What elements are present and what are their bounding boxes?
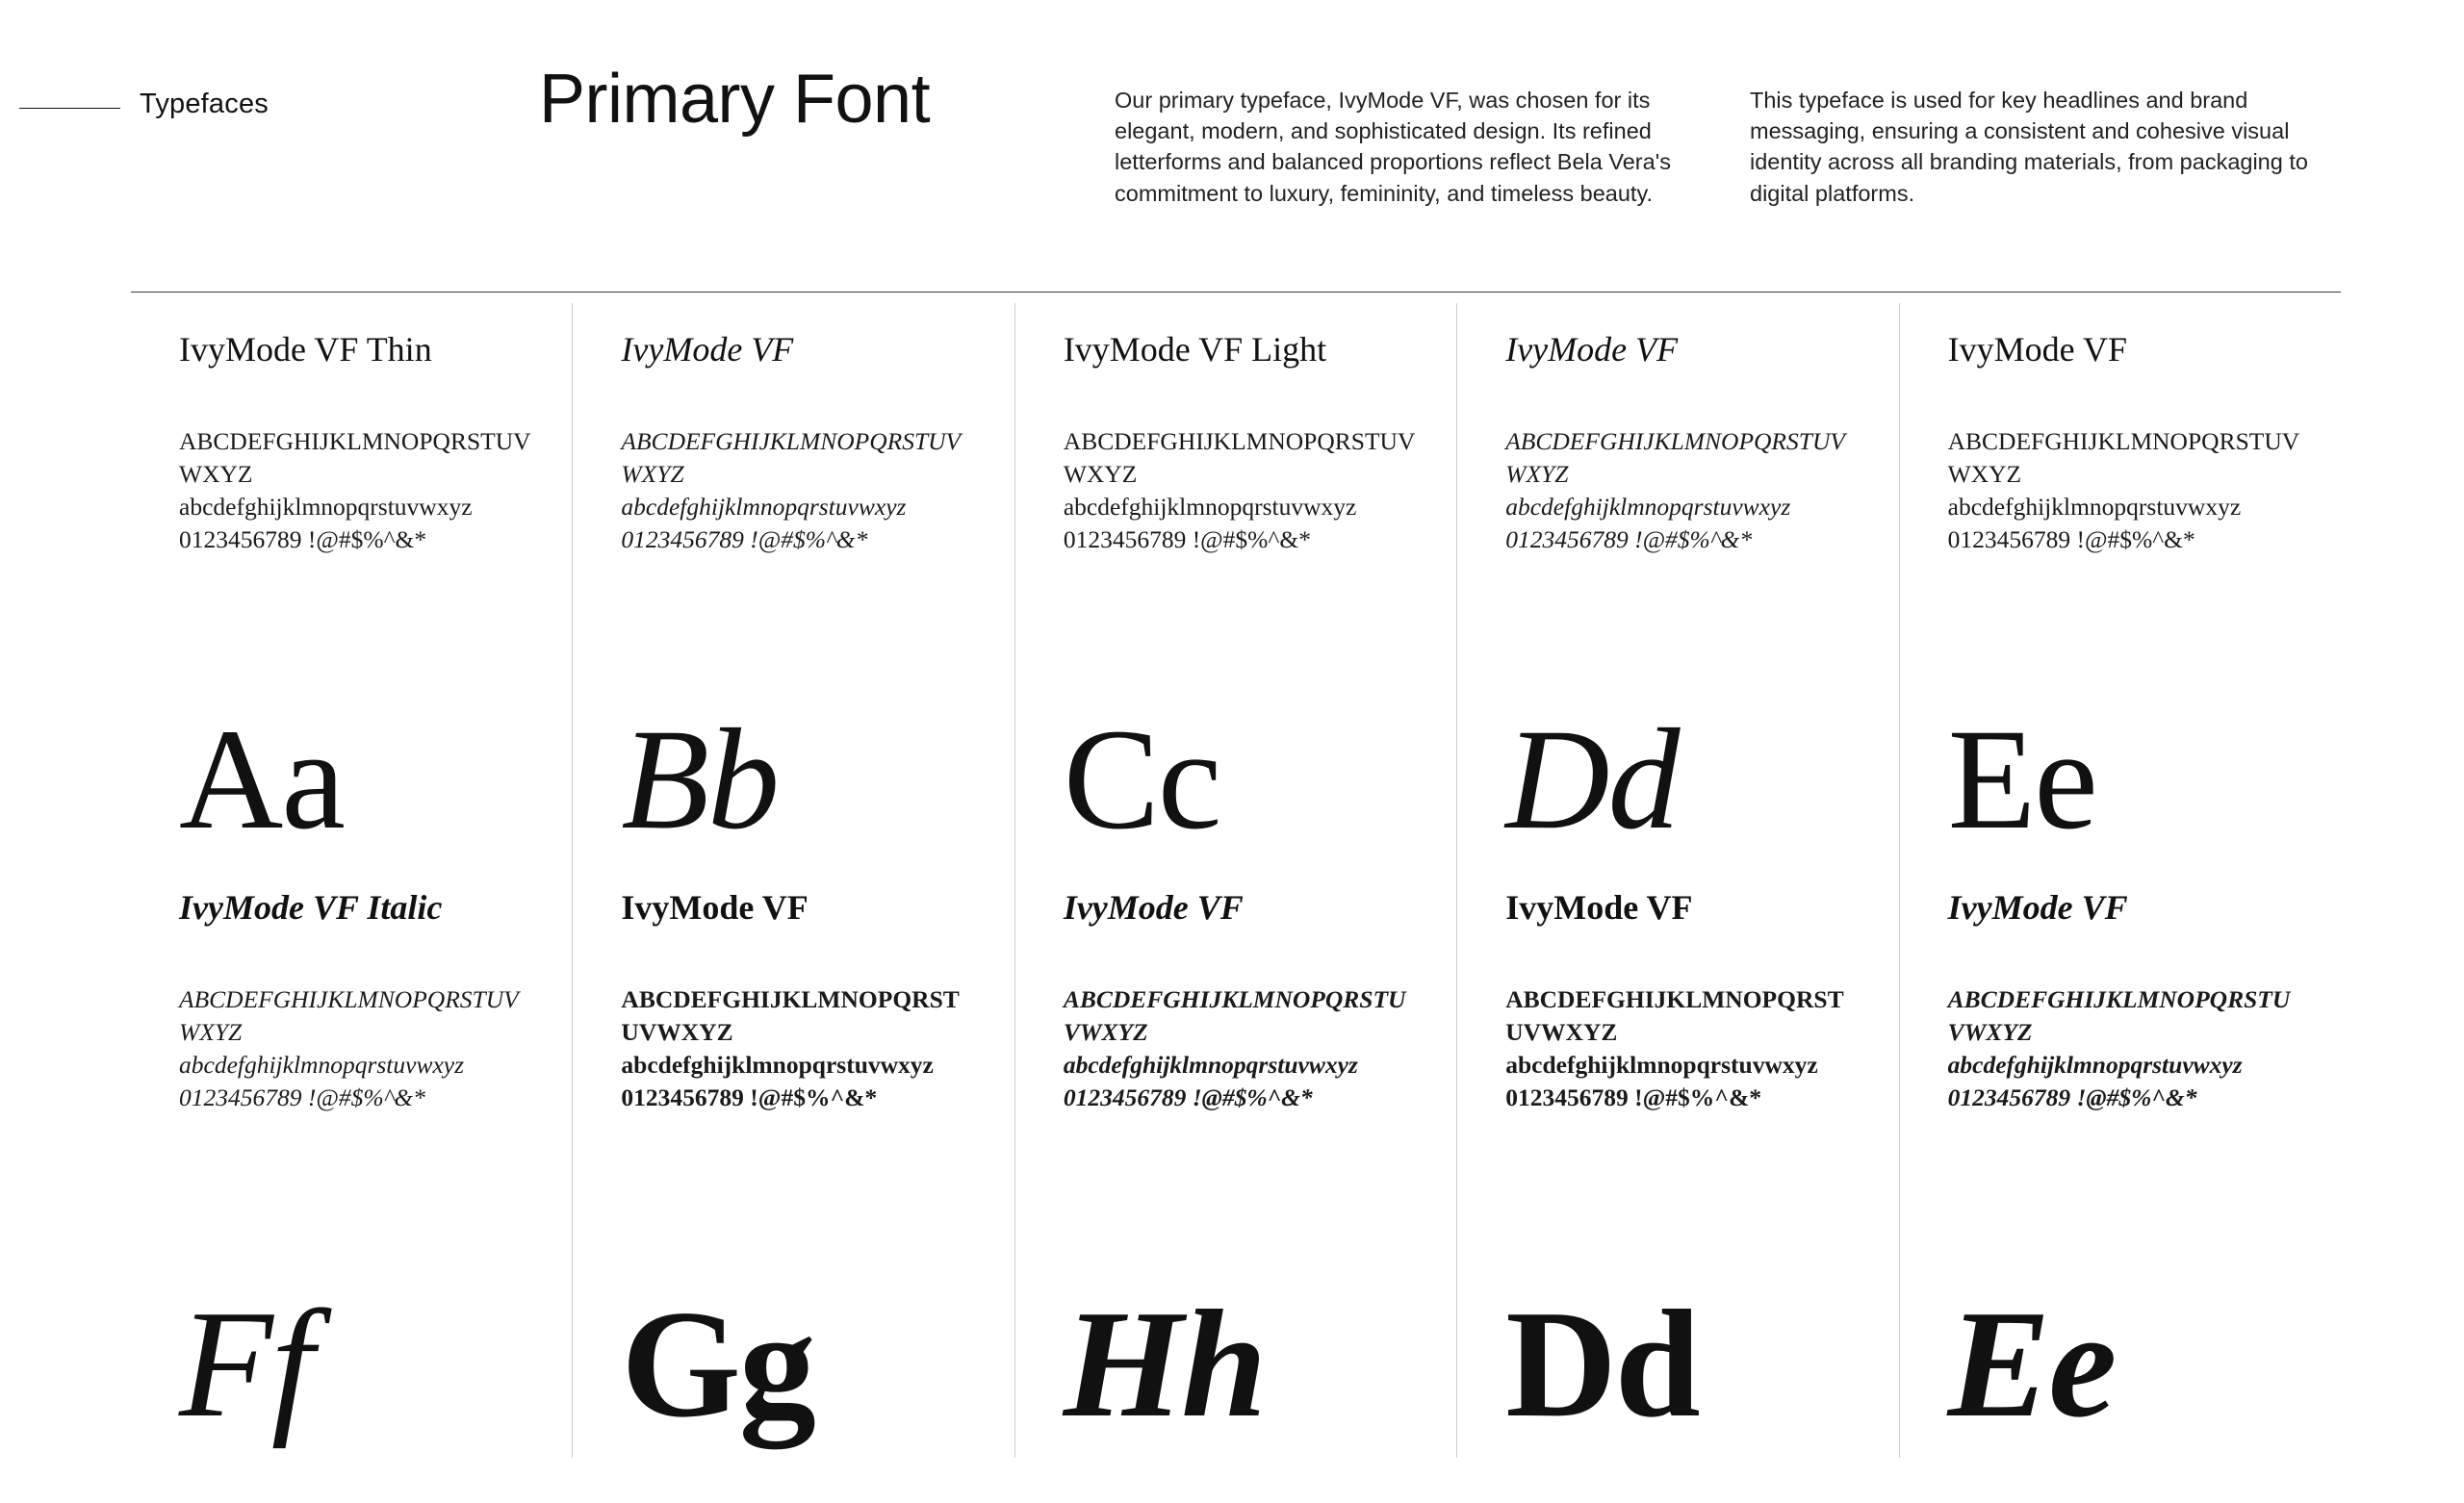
lowercase-glyphs: abcdefghijklmnopqrstuvwxyz <box>1063 493 1357 522</box>
specimen-letters: Bb <box>621 700 779 859</box>
specimen-card-thin <box>131 303 573 861</box>
specimen-name: IvyMode VF <box>1947 888 2128 927</box>
numeral-glyphs: 0123456789 !@#$%^&* <box>179 1083 425 1112</box>
specimen-letters: Ee <box>1947 1278 2116 1449</box>
specimen-name: IvyMode VF <box>621 888 808 927</box>
specimen-card-black <box>1457 861 1899 1458</box>
specimen-glyphs <box>179 983 533 1114</box>
specimen-letters: Ee <box>1947 700 2096 859</box>
specimen-card-italic <box>131 861 573 1458</box>
specimen-glyphs <box>1505 425 1860 556</box>
specimen-card-light-italic <box>1457 303 1899 861</box>
uppercase-glyphs: ABCDEFGHIJKLMNOPQRSTUVWXYZ <box>1947 427 2300 489</box>
specimen-name: IvyMode VF Light <box>1063 330 1327 369</box>
specimen-name: IvyMode VF Italic <box>179 888 443 927</box>
specimen-letters: Dd <box>1505 700 1679 859</box>
numeral-glyphs: 0123456789 !@#$%^&* <box>179 525 427 554</box>
specimen-glyphs <box>1505 983 1860 1114</box>
numeral-glyphs: 0123456789 !@#$%^&* <box>1063 525 1311 554</box>
specimen-letters: Hh <box>1063 1278 1266 1449</box>
numeral-glyphs: 0123456789 !@#$%^&* <box>1947 1083 2197 1112</box>
specimen-card-black-italic <box>1900 861 2341 1458</box>
uppercase-glyphs: ABCDEFGHIJKLMNOPQRSTUVWXYZ <box>1947 985 2291 1047</box>
lowercase-glyphs: abcdefghijklmnopqrstuvwxyz <box>1505 493 1791 522</box>
lowercase-glyphs: abcdefghijklmnopqrstuvwxyz <box>621 493 907 522</box>
specimen-letters: Dd <box>1505 1278 1699 1449</box>
lowercase-glyphs: abcdefghijklmnopqrstuvwxyz <box>1947 1051 2243 1080</box>
specimen-name: IvyMode VF <box>1505 888 1693 927</box>
specimen-glyphs <box>1948 425 2302 556</box>
specimen-glyphs <box>179 425 533 556</box>
uppercase-glyphs: ABCDEFGHIJKLMNOPQRSTUVWXYZ <box>621 427 962 489</box>
header-rule-left <box>19 108 120 109</box>
specimen-glyphs <box>621 425 975 556</box>
numeral-glyphs: 0123456789 !@#$%^&* <box>621 1083 878 1112</box>
specimen-card-bold-italic <box>1015 861 1457 1458</box>
uppercase-glyphs: ABCDEFGHIJKLMNOPQRSTUVWXYZ <box>1505 985 1844 1047</box>
specimen-grid <box>131 303 2341 1458</box>
page-header <box>0 0 2464 289</box>
lowercase-glyphs: abcdefghijklmnopqrstuvwxyz <box>1505 1051 1818 1080</box>
specimen-name: IvyMode VF Thin <box>179 330 432 369</box>
numeral-glyphs: 0123456789 !@#$%^&* <box>1505 525 1753 554</box>
numeral-glyphs: 0123456789 !@#$%^&* <box>1505 1083 1762 1112</box>
specimen-glyphs <box>1064 425 1418 556</box>
specimen-card-regular <box>1900 303 2341 861</box>
numeral-glyphs: 0123456789 !@#$%^&* <box>621 525 868 554</box>
specimen-letters: Cc <box>1063 700 1220 859</box>
section-label: Typefaces <box>140 89 269 119</box>
specimen-name: IvyMode VF <box>1947 330 2127 369</box>
uppercase-glyphs: ABCDEFGHIJKLMNOPQRSTUVWXYZ <box>1505 427 1845 489</box>
header-divider <box>131 292 2341 293</box>
specimen-glyphs <box>1064 983 1418 1114</box>
uppercase-glyphs: ABCDEFGHIJKLMNOPQRSTUVWXYZ <box>179 427 531 489</box>
specimen-name: IvyMode VF <box>1063 888 1244 927</box>
uppercase-glyphs: ABCDEFGHIJKLMNOPQRSTUVWXYZ <box>1063 427 1416 489</box>
lowercase-glyphs: abcdefghijklmnopqrstuvwxyz <box>1063 1051 1358 1080</box>
lowercase-glyphs: abcdefghijklmnopqrstuvwxyz <box>621 1051 934 1080</box>
specimen-row-1 <box>131 303 2341 861</box>
specimen-letters: Gg <box>621 1278 814 1449</box>
specimen-row-2 <box>131 861 2341 1458</box>
specimen-card-thin-italic <box>573 303 1014 861</box>
specimen-letters: Aa <box>179 700 344 859</box>
uppercase-glyphs: ABCDEFGHIJKLMNOPQRSTUVWXYZ <box>621 985 960 1047</box>
lowercase-glyphs: abcdefghijklmnopqrstuvwxyz <box>179 493 473 522</box>
specimen-glyphs <box>1948 983 2302 1114</box>
description-paragraph-2: This typeface is used for key headlines and brand messaging, ensuring a consistent and cohesive visual identity across all branding materials, from packaging to digital platforms. <box>1750 88 2308 206</box>
numeral-glyphs: 0123456789 !@#$%^&* <box>1063 1083 1313 1112</box>
specimen-name: IvyMode VF <box>1505 330 1679 369</box>
page-title: Primary Font <box>539 61 931 138</box>
uppercase-glyphs: ABCDEFGHIJKLMNOPQRSTUVWXYZ <box>179 985 519 1047</box>
lowercase-glyphs: abcdefghijklmnopqrstuvwxyz <box>1947 493 2242 522</box>
specimen-card-bold <box>573 861 1014 1458</box>
specimen-letters: Ff <box>179 1278 313 1449</box>
numeral-glyphs: 0123456789 !@#$%^&* <box>1947 525 2195 554</box>
lowercase-glyphs: abcdefghijklmnopqrstuvwxyz <box>179 1051 465 1080</box>
description-paragraph-1: Our primary typeface, IvyMode VF, was chosen for its elegant, modern, and sophisticated design. Its refined letterforms and balanced proportions reflect Bela Vera's commitment to luxury, femininity, and timeless beauty. <box>1115 88 1671 206</box>
specimen-glyphs <box>621 983 975 1114</box>
specimen-card-light <box>1015 303 1457 861</box>
uppercase-glyphs: ABCDEFGHIJKLMNOPQRSTUVWXYZ <box>1063 985 1406 1047</box>
specimen-name: IvyMode VF <box>621 330 794 369</box>
